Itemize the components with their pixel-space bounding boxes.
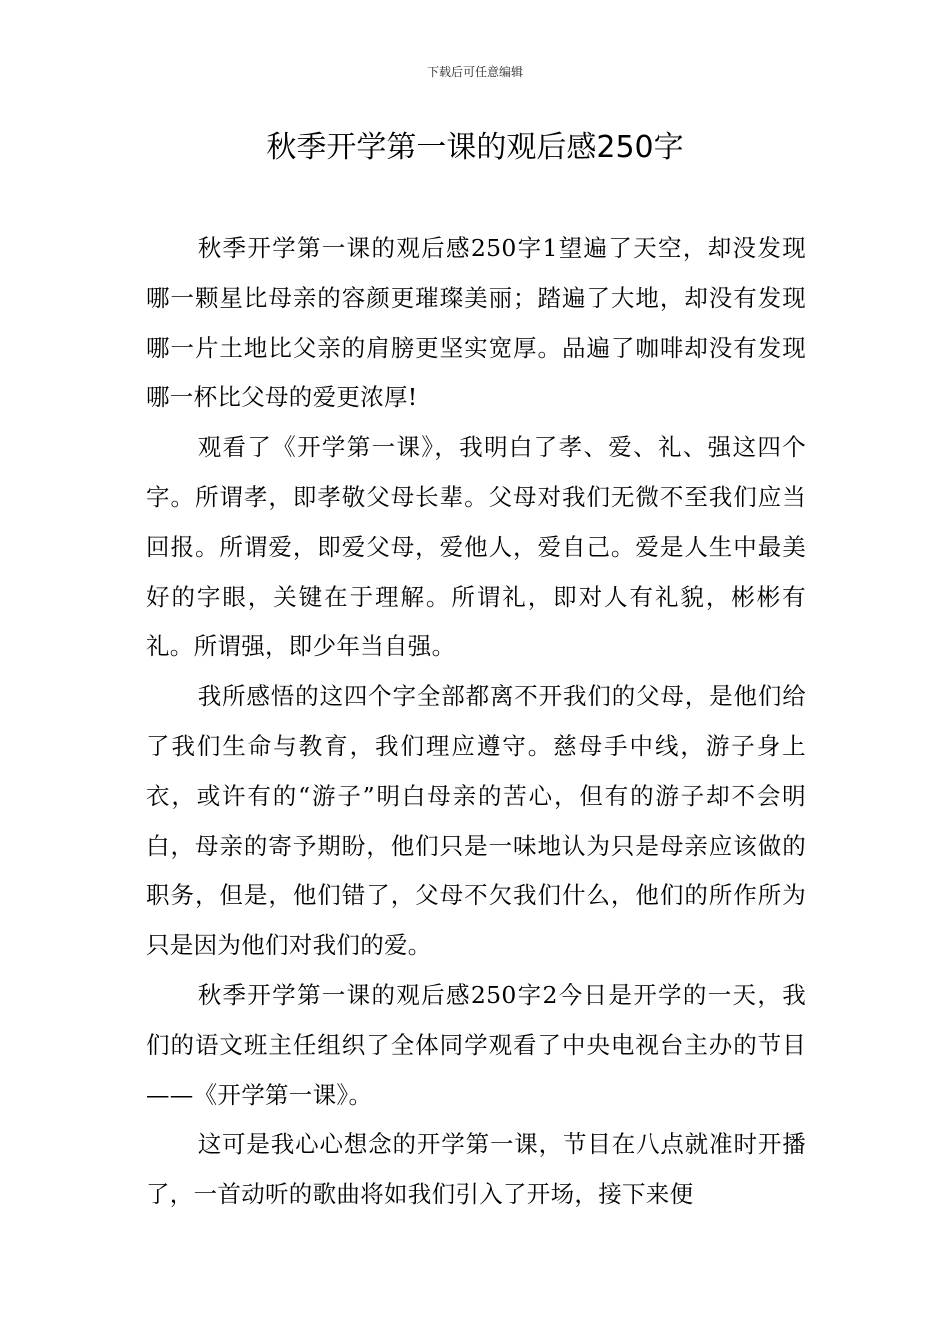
paragraph-4: 秋季开学第一课的观后感250字2今日是开学的一天，我们的语文班主任组织了全体同学观看了中央电视台主办的节目——《开学第一课》。: [146, 980, 806, 1109]
document-body: [146, 224, 806, 1220]
paragraph-5: 这可是我心心想念的开学第一课，节目在八点就准时开播了，一首动听的歌曲将如我们引入了开场，接下来便: [146, 1130, 806, 1209]
paragraph-1: 秋季开学第一课的观后感250字1望遍了天空，却没发现哪一颗星比母亲的容颜更璀璨美丽；踏遍了大地，却没有发现哪一片土地比父亲的肩膀更坚实宽厚。品遍了咖啡却没有发现哪一杯比父母的爱更浓厚!: [146, 234, 806, 412]
document-title: 秋季开学第一课的观后感250字: [266, 130, 684, 165]
paragraph-2: 观看了《开学第一课》，我明白了孝、爱、礼、强这四个字。所谓孝，即孝敬父母长辈。父母对我们无微不至我们应当回报。所谓爱，即爱父母，爱他人，爱自己。爱是人生中最美好的字眼，关键在于理解。所谓礼，即对人有礼貌，彬彬有礼。所谓强，即少年当自强。: [146, 433, 806, 661]
paragraph-3: 我所感悟的这四个字全部都离不开我们的父母，是他们给了我们生命与教育，我们理应遵守。慈母手中线，游子身上衣，或许有的“游子”明白母亲的苦心，但有的游子却不会明白，母亲的寄予期盼，他们只是一味地认为只是母亲应该做的职务，但是，他们错了，父母不欠我们什么，他们的所作所为只是因为他们对我们的爱。: [146, 682, 806, 960]
header-note: 下载后可任意编辑: [426, 65, 523, 79]
